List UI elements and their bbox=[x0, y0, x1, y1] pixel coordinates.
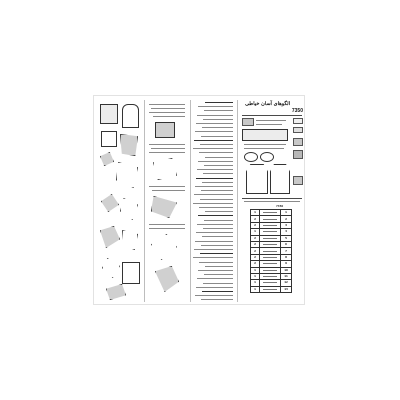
part-quantity: 2 bbox=[251, 241, 260, 247]
step-figure bbox=[100, 152, 114, 166]
text-line bbox=[195, 295, 233, 296]
table-row bbox=[251, 286, 292, 292]
text-line bbox=[204, 274, 233, 275]
part-quantity: 2 bbox=[251, 254, 260, 260]
part-number: 8 bbox=[281, 254, 292, 260]
part-number: 2 bbox=[281, 216, 292, 222]
step-figure bbox=[120, 134, 138, 156]
part-number: 11 bbox=[281, 273, 292, 279]
part-number: 4 bbox=[281, 229, 292, 235]
parts-table-header: 7350 bbox=[276, 205, 284, 208]
text-line bbox=[202, 236, 233, 237]
text-line bbox=[203, 173, 233, 174]
text-line bbox=[198, 270, 233, 271]
text-line bbox=[195, 186, 233, 187]
garment-sketch-front bbox=[246, 164, 268, 194]
text-line bbox=[201, 190, 233, 191]
fabric-swatch bbox=[293, 118, 303, 124]
text-line bbox=[201, 245, 233, 246]
step-figure bbox=[106, 284, 126, 300]
text-line bbox=[195, 241, 233, 242]
text-line bbox=[196, 287, 233, 288]
part-quantity: 1 bbox=[251, 229, 260, 235]
text-line bbox=[194, 249, 233, 250]
fabric-swatch bbox=[242, 118, 254, 126]
instruction-text-column bbox=[193, 98, 235, 304]
step-figure bbox=[151, 196, 177, 218]
part-quantity: 1 bbox=[251, 267, 260, 273]
step-figure bbox=[120, 198, 138, 220]
part-number: 13 bbox=[281, 286, 292, 292]
text-line bbox=[205, 102, 233, 103]
text-line bbox=[198, 106, 233, 107]
instruction-text-column bbox=[147, 98, 187, 304]
text-line bbox=[194, 140, 233, 141]
garment-sketch-back bbox=[270, 164, 290, 194]
text-line bbox=[202, 291, 233, 292]
text-line bbox=[202, 182, 233, 183]
part-number: 6 bbox=[281, 241, 292, 247]
part-number: 1 bbox=[281, 210, 292, 216]
text-line bbox=[205, 157, 233, 158]
step-figure bbox=[101, 194, 119, 212]
step-figure bbox=[100, 226, 120, 248]
part-quantity: 1 bbox=[251, 273, 260, 279]
fabric-swatch bbox=[293, 138, 303, 146]
garment-sketch bbox=[260, 152, 274, 162]
pattern-overview-column bbox=[240, 98, 304, 304]
fabric-swatch bbox=[293, 150, 303, 159]
pattern-instruction-sheet bbox=[93, 95, 305, 305]
column-divider bbox=[144, 100, 145, 302]
part-number: 9 bbox=[281, 261, 292, 267]
fabric-swatch bbox=[293, 176, 303, 185]
text-line bbox=[194, 194, 233, 195]
step-figure bbox=[122, 262, 140, 284]
text-line bbox=[199, 152, 233, 153]
text-line bbox=[197, 224, 233, 225]
illustration-column-left bbox=[98, 98, 142, 304]
step-figure bbox=[100, 104, 118, 124]
text-line bbox=[198, 215, 233, 216]
pattern-number: 7350 bbox=[291, 108, 303, 114]
pattern-parts-table bbox=[250, 209, 292, 293]
text-line bbox=[196, 232, 233, 233]
text-line bbox=[201, 136, 233, 137]
text-line bbox=[196, 178, 233, 179]
text-line bbox=[204, 220, 233, 221]
text-line bbox=[200, 144, 233, 145]
text-line bbox=[204, 165, 233, 166]
text-line bbox=[202, 127, 233, 128]
text-line bbox=[193, 257, 233, 258]
text-line bbox=[193, 203, 233, 204]
step-figure bbox=[155, 122, 175, 138]
text-line bbox=[205, 211, 233, 212]
step-figure bbox=[153, 158, 177, 180]
text-line bbox=[197, 169, 233, 170]
column-divider bbox=[237, 100, 238, 302]
part-quantity: 2 bbox=[251, 235, 260, 241]
part-number: 12 bbox=[281, 280, 292, 286]
text-line bbox=[197, 115, 233, 116]
text-line bbox=[203, 119, 233, 120]
text-line bbox=[196, 123, 233, 124]
part-number: 7 bbox=[281, 248, 292, 254]
part-quantity: 1 bbox=[251, 210, 260, 216]
text-line bbox=[203, 228, 233, 229]
step-figure bbox=[122, 104, 139, 128]
part-name-cell bbox=[260, 286, 281, 292]
text-line bbox=[198, 161, 233, 162]
column-divider bbox=[190, 100, 191, 302]
step-figure bbox=[151, 234, 177, 260]
text-line bbox=[201, 299, 233, 300]
text-line bbox=[200, 253, 233, 254]
garment-sketch bbox=[244, 152, 258, 162]
text-line bbox=[199, 262, 233, 263]
sizing-chart bbox=[242, 129, 288, 141]
part-quantity: 2 bbox=[251, 222, 260, 228]
text-line bbox=[197, 278, 233, 279]
part-number: 10 bbox=[281, 267, 292, 273]
text-line bbox=[193, 148, 233, 149]
step-figure bbox=[155, 266, 179, 292]
step-figure bbox=[122, 230, 138, 250]
step-figure bbox=[101, 131, 117, 147]
text-line bbox=[200, 199, 233, 200]
part-number: 3 bbox=[281, 222, 292, 228]
brand-title: الگوهای آسان خیاطی bbox=[245, 101, 290, 107]
part-quantity: 2 bbox=[251, 261, 260, 267]
text-line bbox=[204, 110, 233, 111]
part-number: 5 bbox=[281, 235, 292, 241]
step-figure bbox=[102, 258, 120, 278]
text-line bbox=[195, 131, 233, 132]
fabric-swatch bbox=[293, 127, 303, 133]
step-figure bbox=[116, 162, 138, 188]
part-quantity: 1 bbox=[251, 280, 260, 286]
part-quantity: 2 bbox=[251, 216, 260, 222]
text-line bbox=[199, 207, 233, 208]
text-line bbox=[203, 283, 233, 284]
text-line bbox=[205, 266, 233, 267]
part-quantity: 1 bbox=[251, 286, 260, 292]
part-quantity: 2 bbox=[251, 248, 260, 254]
